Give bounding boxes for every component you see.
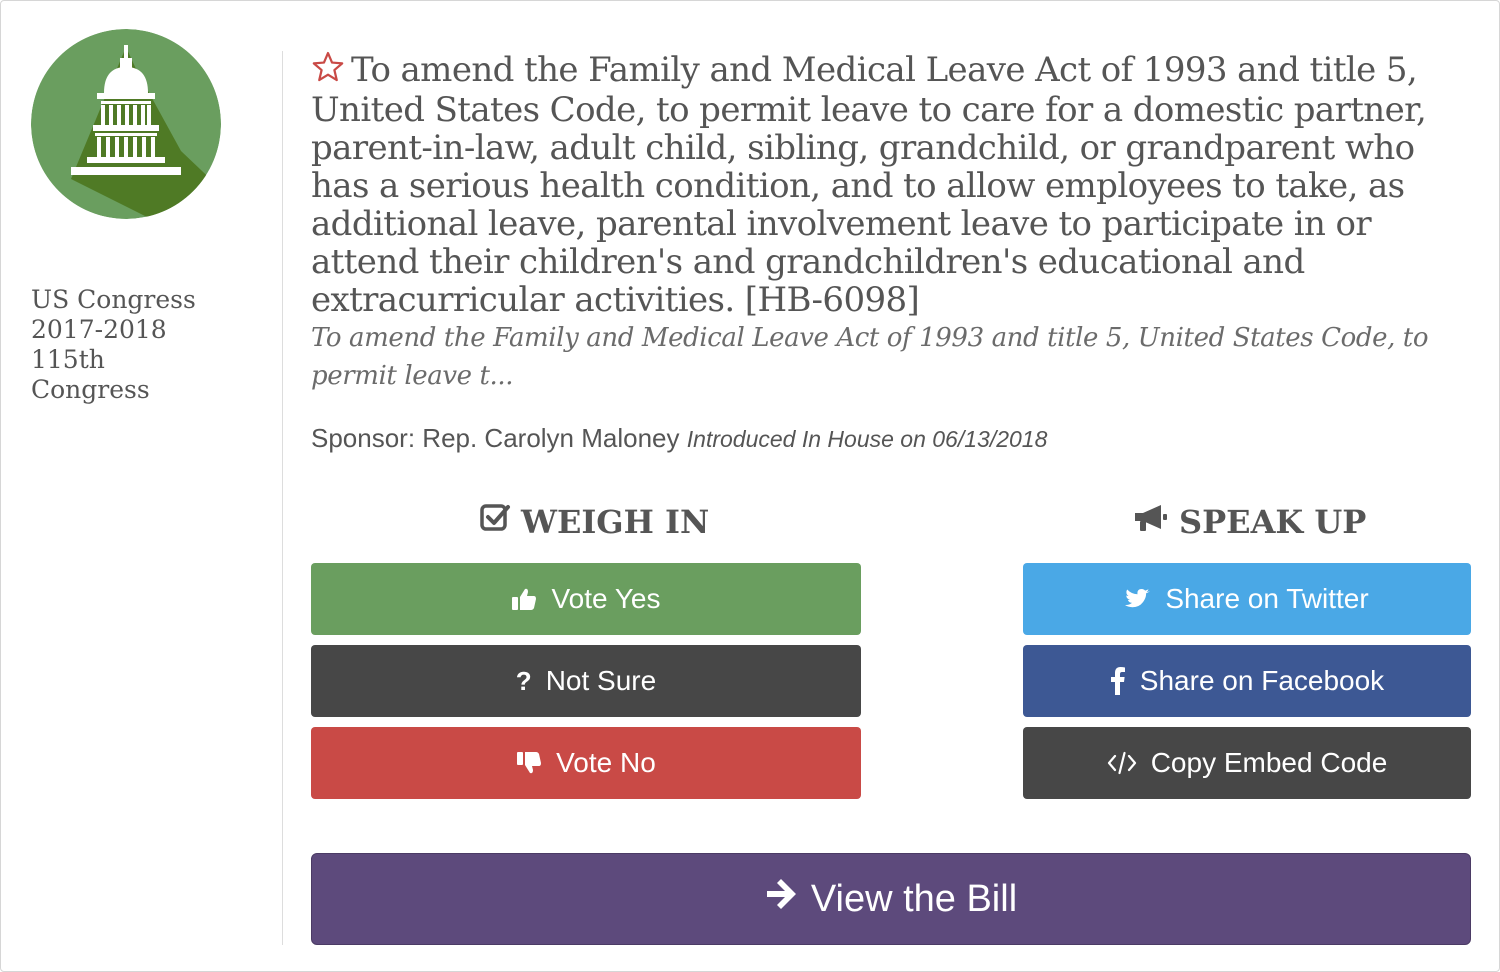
star-outline-icon[interactable]: [311, 51, 345, 91]
weigh-in-label: WEIGH IN: [521, 503, 710, 541]
vote-no-button[interactable]: [311, 727, 861, 799]
view-bill-button[interactable]: [311, 853, 1471, 945]
congress-number: 115th: [31, 345, 105, 374]
speak-up-heading: [1133, 501, 1366, 543]
not-sure-button[interactable]: [311, 645, 861, 717]
congress-name: US Congress: [31, 285, 196, 314]
congress-session: [31, 285, 196, 405]
twitter-bird-icon: [1125, 588, 1151, 610]
vote-yes-button[interactable]: [311, 563, 861, 635]
bill-title-text: To amend the Family and Medical Leave Act of 1993 and title 5, United States Code, to permit leave to care for a domestic partner, parent-in-law, adult child, sibling, grandchild, or grandparent who has a serious health condition, and to allow employees to take, as additional leave, parental involvement leave to participate in or attend their children's and grandchildren's educational and extracurricular activities. [HB-6098]: [311, 50, 1427, 320]
check-square-icon: [479, 501, 511, 543]
bill-summary: To amend the Family and Medical Leave Act of 1993 and title 5, United States Code, to permit leave t...: [311, 323, 1429, 391]
arrow-right-icon: [765, 877, 799, 921]
vote-yes-label: Vote Yes: [551, 583, 661, 614]
capitol-dome-icon: [31, 29, 221, 219]
weigh-in-heading: [479, 501, 709, 543]
thumbs-down-icon: [516, 751, 542, 775]
not-sure-label: Not Sure: [545, 665, 657, 696]
share-facebook-button[interactable]: [1023, 645, 1471, 717]
share-twitter-label: Share on Twitter: [1165, 583, 1369, 614]
bill-title: [311, 51, 1471, 319]
vote-no-label: Vote No: [556, 747, 656, 778]
share-facebook-label: Share on Facebook: [1139, 665, 1385, 696]
question-mark-icon: ?: [515, 665, 532, 696]
column-divider: [282, 51, 283, 945]
congress-years: 2017-2018: [31, 315, 167, 344]
facebook-f-icon: [1110, 667, 1126, 695]
sponsor-line: [311, 421, 1471, 456]
code-icon: [1107, 751, 1137, 775]
share-twitter-button[interactable]: [1023, 563, 1471, 635]
speak-up-label: SPEAK UP: [1179, 503, 1367, 541]
bullhorn-icon: [1133, 501, 1169, 543]
view-bill-label: View the Bill: [810, 877, 1018, 920]
thumbs-up-icon: [511, 587, 537, 611]
copy-embed-code-label: Copy Embed Code: [1150, 747, 1388, 778]
introduced-date: Introduced In House on 06/13/2018: [686, 426, 1048, 452]
copy-embed-code-button[interactable]: [1023, 727, 1471, 799]
congress-label: Congress: [31, 375, 150, 404]
sponsor-name: Sponsor: Rep. Carolyn Maloney: [311, 423, 680, 453]
